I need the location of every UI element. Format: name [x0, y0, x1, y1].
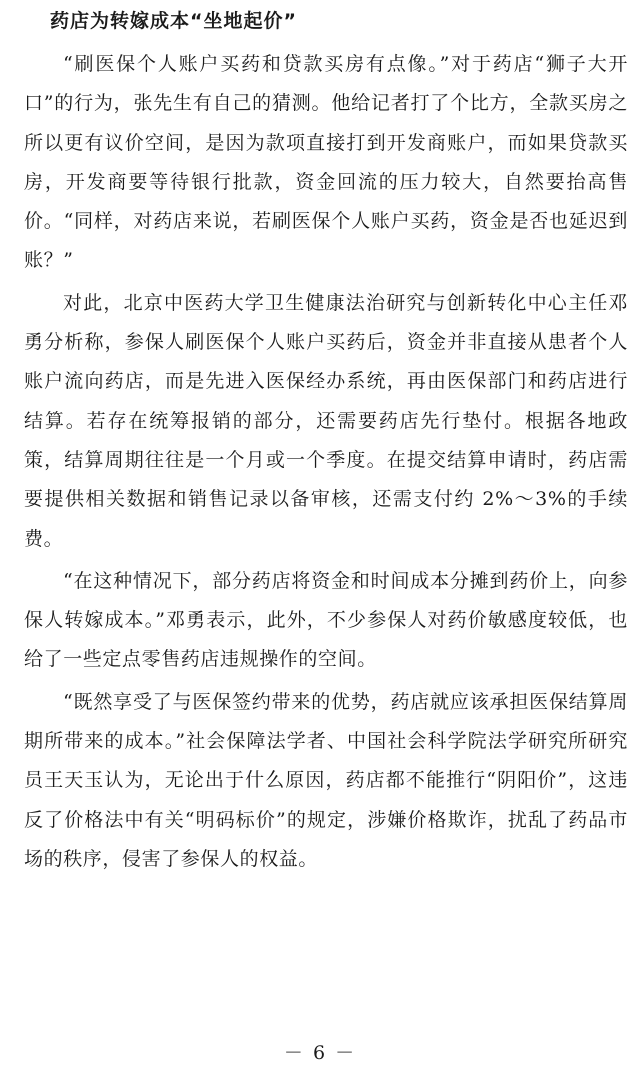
page-number: － 6 －	[283, 1042, 357, 1064]
paragraph-1: “刷医保个人账户买药和贷款买房有点像。”对于药店“狮子大开口”的行为，张先生有自己的猜测。他给记者打了个比方，全款买房之所以更有议价空间，是因为款项直接打到开发商账户，而如果贷款买房，开发商要等待银行批款，资金回流的压力较大，自然要抬高售价。“同样，对药店来说，若刷医保个人账户买药，资金是否也延迟到账？”	[24, 53, 628, 272]
paragraph-3: “在这种情况下，部分药店将资金和时间成本分摊到药价上，向参保人转嫁成本。”邓勇表示，此外，不少参保人对药价敏感度较低，也给了一些定点零售药店违规操作的空间。	[24, 569, 628, 671]
paragraph-2: 对此，北京中医药大学卫生健康法治研究与创新转化中心主任邓勇分析称，参保人刷医保个人账户买药后，资金并非直接从患者个人账户流向药店，而是先进入医保经办系统，再由医保部门和药店进行结算。若存在统筹报销的部分，还需要药店先行垫付。根据各地政策，结算周期往往是一个月或一个季度。在提交结算申请时，药店需要提供相关数据和销售记录以备审核，还需支付约 2%～3%的手续费。	[24, 291, 628, 550]
paragraph-4: “既然享受了与医保签约带来的优势，药店就应该承担医保结算周期所带来的成本。”社会保障法学者、中国社会科学院法学研究所研究员王天玉认为，无论出于什么原因，药店都不能推行“阴阳价”，这违反了价格法中有关“明码标价”的规定，涉嫌价格欺诈，扰乱了药品市场的秩序，侵害了参保人的权益。	[24, 690, 628, 870]
article-body	[24, 45, 628, 882]
section-heading: 药店为转嫁成本“坐地起价”	[50, 10, 297, 32]
